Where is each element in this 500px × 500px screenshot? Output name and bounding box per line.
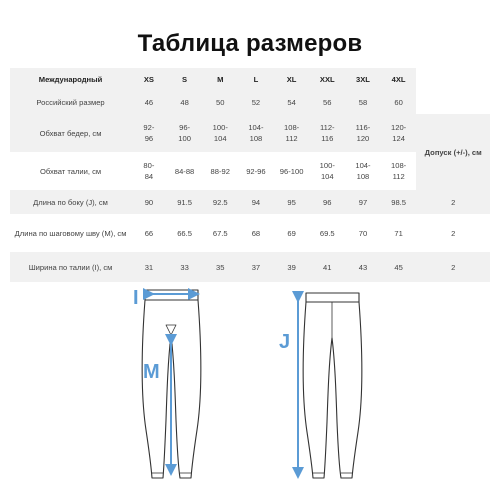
table-cell: 108- 112 xyxy=(381,152,417,190)
table-cell: 96- 100 xyxy=(167,114,203,152)
size-header: XXL xyxy=(309,68,345,90)
table-cell: 70 xyxy=(345,214,381,252)
table-cell: 54 xyxy=(274,90,310,114)
table-row xyxy=(10,252,490,282)
row-label: Обхват бедер, см xyxy=(10,114,131,152)
table-cell: 104- 108 xyxy=(345,152,381,190)
table-cell: 33 xyxy=(167,252,203,282)
tolerance-blank xyxy=(416,90,490,114)
size-header: M xyxy=(202,68,238,90)
size-header: 4XL xyxy=(381,68,417,90)
table-cell: 108- 112 xyxy=(274,114,310,152)
inseam-label: M xyxy=(143,361,160,383)
back-legs-outline xyxy=(303,302,362,478)
table-cell: 96 xyxy=(309,190,345,214)
table-row xyxy=(10,114,490,152)
table-cell: 100- 104 xyxy=(202,114,238,152)
table-cell: 41 xyxy=(309,252,345,282)
table-cell: 90 xyxy=(131,190,167,214)
size-header: L xyxy=(238,68,274,90)
table-cell: 100- 104 xyxy=(309,152,345,190)
table-cell: 112- 116 xyxy=(309,114,345,152)
table-cell: 97 xyxy=(345,190,381,214)
size-header: 3XL xyxy=(345,68,381,90)
tolerance-cell: 2 xyxy=(416,190,490,214)
waist-width-label: I xyxy=(133,287,139,309)
page-title: Таблица размеров xyxy=(137,30,363,57)
table-cell: 98.5 xyxy=(381,190,417,214)
table-cell: 69.5 xyxy=(309,214,345,252)
table-cell: 94 xyxy=(238,190,274,214)
row-label: Длина по шаговому шву (M), см xyxy=(10,214,131,252)
row-label: Длина по боку (J), см xyxy=(10,190,131,214)
table-cell: 92-96 xyxy=(238,152,274,190)
size-header: XS xyxy=(131,68,167,90)
table-row xyxy=(10,90,490,114)
table-cell: 43 xyxy=(345,252,381,282)
table-cell: 37 xyxy=(238,252,274,282)
size-table xyxy=(10,68,490,282)
table-cell: 92.5 xyxy=(202,190,238,214)
size-header: S xyxy=(167,68,203,90)
leggings-diagram xyxy=(0,280,500,500)
table-cell: 45 xyxy=(381,252,417,282)
table-cell: 58 xyxy=(345,90,381,114)
table-cell: 80- 84 xyxy=(131,152,167,190)
row-label: Российский размер xyxy=(10,90,131,114)
tolerance-cell: 2 xyxy=(416,252,490,282)
header-label: Международный xyxy=(10,68,131,90)
table-cell: 52 xyxy=(238,90,274,114)
table-cell: 88-92 xyxy=(202,152,238,190)
table-cell: 46 xyxy=(131,90,167,114)
table-cell: 91.5 xyxy=(167,190,203,214)
table-cell: 67.5 xyxy=(202,214,238,252)
back-view xyxy=(303,293,362,478)
table-cell: 120- 124 xyxy=(381,114,417,152)
size-header: XL xyxy=(274,68,310,90)
table-cell: 96-100 xyxy=(274,152,310,190)
table-cell: 95 xyxy=(274,190,310,214)
table-header-row xyxy=(10,68,490,90)
table-cell: 35 xyxy=(202,252,238,282)
tolerance-blank xyxy=(416,68,490,90)
table-cell: 66.5 xyxy=(167,214,203,252)
table-cell: 69 xyxy=(274,214,310,252)
back-waistband xyxy=(306,293,359,302)
table-cell: 39 xyxy=(274,252,310,282)
table-cell: 104- 108 xyxy=(238,114,274,152)
side-length-label: J xyxy=(279,331,291,353)
table-cell: 71 xyxy=(381,214,417,252)
table-cell: 84-88 xyxy=(167,152,203,190)
table-cell: 60 xyxy=(381,90,417,114)
table-cell: 68 xyxy=(238,214,274,252)
table-cell: 31 xyxy=(131,252,167,282)
tolerance-cell: 2 xyxy=(416,214,490,252)
table-row xyxy=(10,214,490,252)
table-cell: 48 xyxy=(167,90,203,114)
table-cell: 56 xyxy=(309,90,345,114)
table-cell: 66 xyxy=(131,214,167,252)
table-row xyxy=(10,190,490,214)
table-cell: 92- 96 xyxy=(131,114,167,152)
row-label: Обхват талии, см xyxy=(10,152,131,190)
table-cell: 50 xyxy=(202,90,238,114)
tolerance-header: Допуск (+/-), см xyxy=(416,114,490,190)
row-label: Ширина по талии (I), см xyxy=(10,252,131,282)
table-cell: 116- 120 xyxy=(345,114,381,152)
